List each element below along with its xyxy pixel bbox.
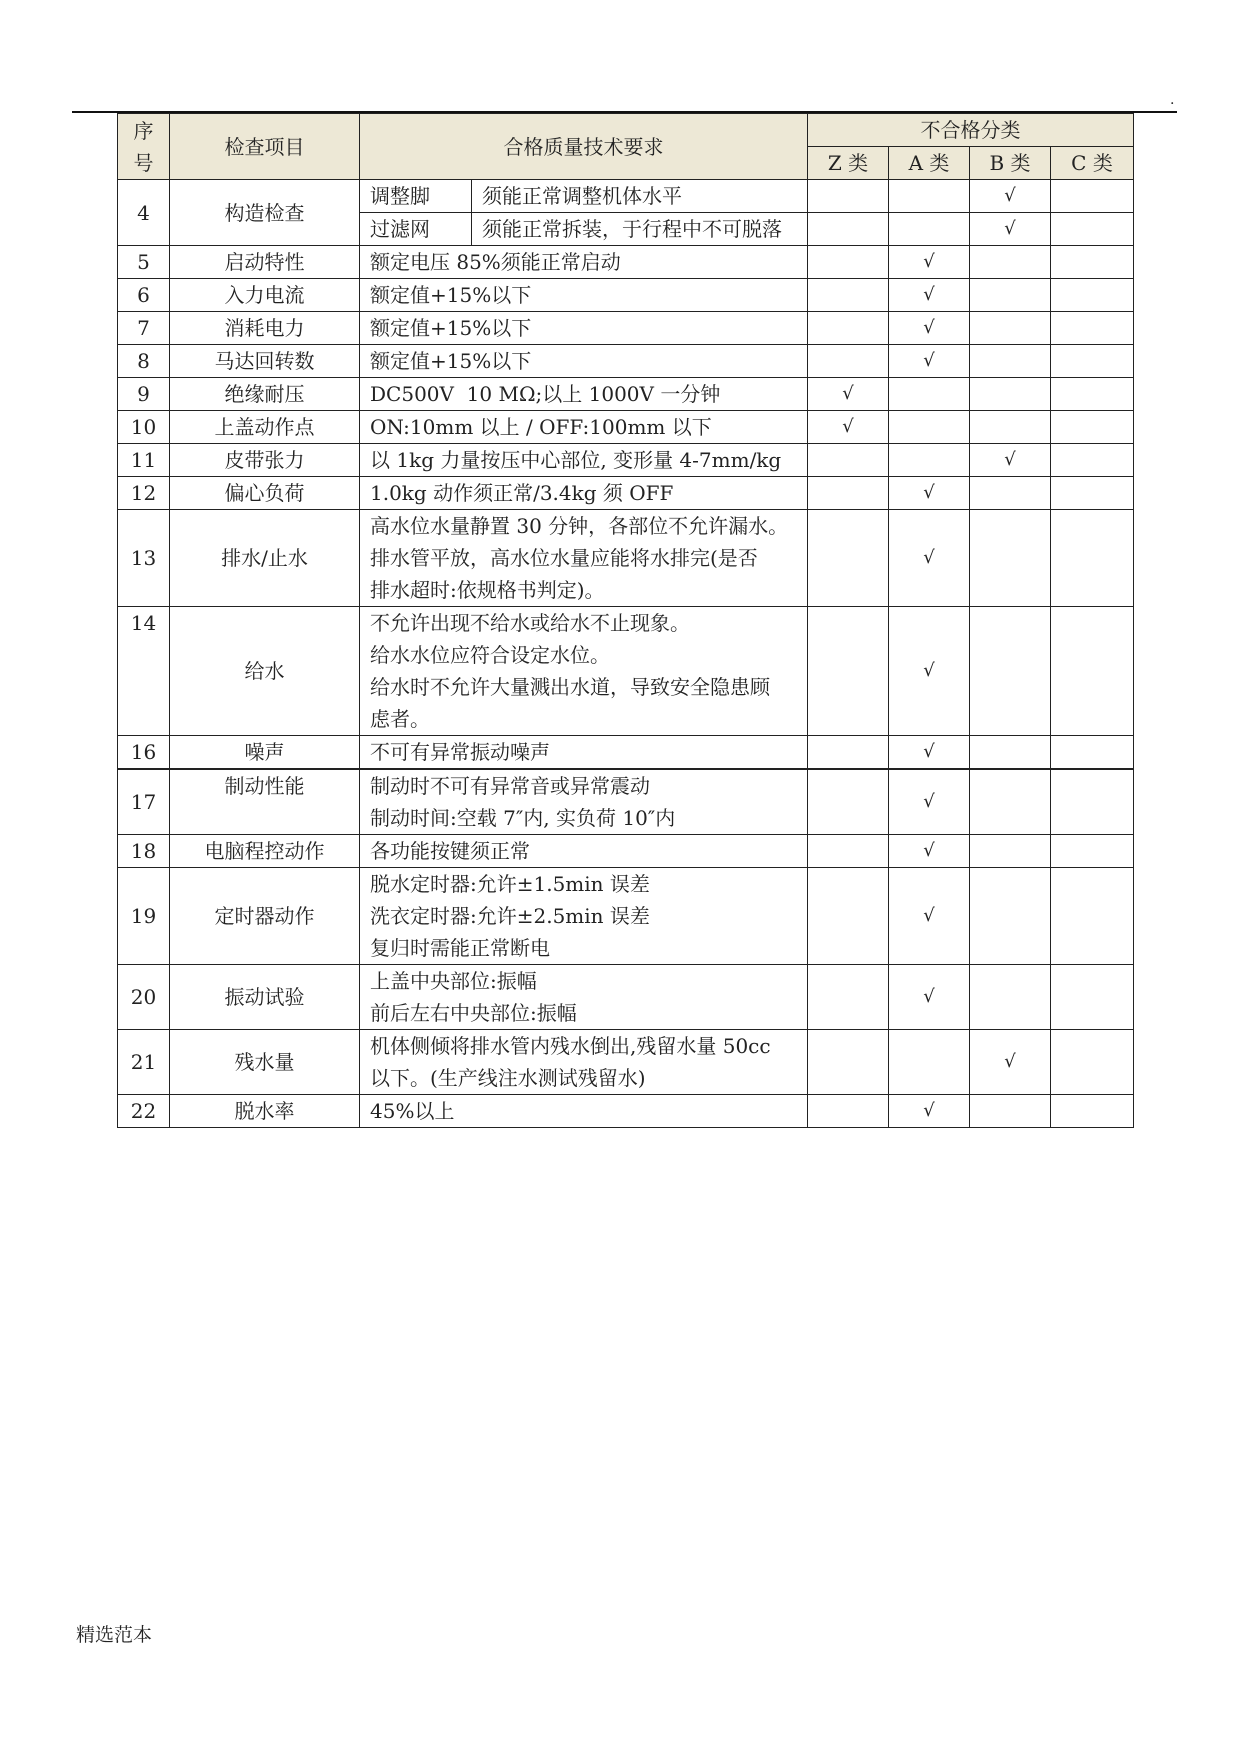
mark-b: [970, 411, 1051, 444]
mark-c: [1051, 345, 1134, 378]
table-row: [118, 477, 1134, 510]
requirement-line: 复归时需能正常断电: [370, 936, 550, 960]
mark-c: [1051, 835, 1134, 868]
row-requirement: 须能正常拆装，于行程中不可脱落: [472, 213, 808, 246]
mark-c: [1051, 868, 1134, 965]
row-requirement: 额定值+15%以下: [360, 279, 808, 312]
mark-c: [1051, 213, 1134, 246]
header-mark: .: [1170, 92, 1175, 108]
col-header-b: B 类: [970, 147, 1051, 180]
mark-c: [1051, 607, 1134, 736]
mark-c: [1051, 1030, 1134, 1095]
mark-b: [970, 835, 1051, 868]
row-seq: 4: [118, 180, 170, 246]
table-row: [118, 444, 1134, 477]
mark-b: [970, 312, 1051, 345]
row-requirement: [360, 769, 808, 835]
row-subitem: 过滤网: [360, 213, 472, 246]
row-requirement: 45%以上: [360, 1095, 808, 1128]
table-row: [118, 312, 1134, 345]
table-row: [118, 965, 1134, 1030]
footer-text: 精选范本: [76, 1624, 153, 1646]
mark-b: [970, 345, 1051, 378]
mark-b: [970, 1095, 1051, 1128]
mark-c: [1051, 965, 1134, 1030]
row-item: 定时器动作: [170, 868, 360, 965]
mark-z: [808, 312, 889, 345]
mark-b: [970, 246, 1051, 279]
mark-b: [970, 736, 1051, 770]
mark-z: √: [808, 411, 889, 444]
mark-a: √: [889, 279, 970, 312]
row-seq: 20: [118, 965, 170, 1030]
row-requirement: 额定值+15%以下: [360, 312, 808, 345]
row-requirement: ON:10mm 以上 / OFF:100mm 以下: [360, 411, 808, 444]
mark-b: [970, 510, 1051, 607]
row-item: 排水/止水: [170, 510, 360, 607]
mark-a: [889, 411, 970, 444]
mark-c: [1051, 180, 1134, 213]
mark-z: [808, 345, 889, 378]
row-seq: 11: [118, 444, 170, 477]
mark-b: [970, 965, 1051, 1030]
row-seq: 21: [118, 1030, 170, 1095]
header-row-1: [118, 114, 1134, 147]
table-row: [118, 868, 1134, 965]
row-seq: 13: [118, 510, 170, 607]
row-item: 噪声: [170, 736, 360, 770]
row-item: 振动试验: [170, 965, 360, 1030]
row-item: 给水: [170, 607, 360, 736]
mark-a: √: [889, 769, 970, 835]
mark-a: [889, 1030, 970, 1095]
requirement-line: 给水水位应符合设定水位。: [370, 643, 610, 667]
col-header-seq: 序号: [118, 114, 170, 180]
table-row: [118, 345, 1134, 378]
row-seq: 18: [118, 835, 170, 868]
row-seq: 7: [118, 312, 170, 345]
requirement-line: 脱水定时器:允许±1.5min 误差: [370, 872, 650, 896]
row-item: 制动性能: [170, 769, 360, 835]
row-seq: 5: [118, 246, 170, 279]
row-item: 皮带张力: [170, 444, 360, 477]
row-seq: 9: [118, 378, 170, 411]
row-requirement: [360, 607, 808, 736]
table-row: [118, 411, 1134, 444]
mark-z: [808, 246, 889, 279]
table-row: [118, 378, 1134, 411]
mark-a: [889, 180, 970, 213]
mark-z: √: [808, 378, 889, 411]
mark-a: [889, 444, 970, 477]
row-requirement: DC500V 10 MΩ;以上 1000V 一分钟: [360, 378, 808, 411]
table-row: [118, 736, 1134, 770]
row-item: 启动特性: [170, 246, 360, 279]
requirement-line: 制动时间:空载 7″内, 实负荷 10″内: [370, 806, 676, 830]
mark-z: [808, 607, 889, 736]
mark-a: √: [889, 835, 970, 868]
row-seq: 12: [118, 477, 170, 510]
mark-b: [970, 769, 1051, 835]
row-subitem: 调整脚: [360, 180, 472, 213]
row-seq: 14: [118, 607, 170, 736]
mark-a: √: [889, 345, 970, 378]
requirement-line: 高水位水量静置 30 分钟，各部位不允许漏水。: [370, 514, 789, 538]
row-requirement: [360, 965, 808, 1030]
row-requirement: 不可有异常振动噪声: [360, 736, 808, 770]
row-requirement: 额定值+15%以下: [360, 345, 808, 378]
row-item: 绝缘耐压: [170, 378, 360, 411]
mark-a: [889, 378, 970, 411]
mark-a: √: [889, 312, 970, 345]
mark-z: [808, 835, 889, 868]
mark-c: [1051, 378, 1134, 411]
row-requirement: 以 1kg 力量按压中心部位, 变形量 4-7mm/kg: [360, 444, 808, 477]
requirement-line: 机体侧倾将排水管内残水倒出,残留水量 50cc: [370, 1034, 771, 1058]
col-header-requirement: 合格质量技术要求: [360, 114, 808, 180]
row-item: 残水量: [170, 1030, 360, 1095]
mark-c: [1051, 510, 1134, 607]
row-requirement: 各功能按键须正常: [360, 835, 808, 868]
row-item: 偏心负荷: [170, 477, 360, 510]
row-item: 脱水率: [170, 1095, 360, 1128]
mark-b: √: [970, 213, 1051, 246]
requirement-line: 以下。(生产线注水测试残留水): [370, 1066, 646, 1090]
mark-c: [1051, 477, 1134, 510]
mark-b: [970, 868, 1051, 965]
mark-z: [808, 477, 889, 510]
mark-a: √: [889, 510, 970, 607]
requirement-line: 制动时不可有异常音或异常震动: [370, 774, 650, 798]
mark-z: [808, 279, 889, 312]
col-header-category: 不合格分类: [808, 114, 1134, 147]
table-row: [118, 1030, 1134, 1095]
inspection-table: [117, 113, 1134, 1128]
row-requirement: [360, 1030, 808, 1095]
mark-a: √: [889, 868, 970, 965]
mark-c: [1051, 444, 1134, 477]
mark-a: √: [889, 965, 970, 1030]
mark-a: √: [889, 246, 970, 279]
table-row: [118, 607, 1134, 736]
mark-c: [1051, 769, 1134, 835]
row-seq: 17: [118, 769, 170, 835]
table-row: [118, 246, 1134, 279]
mark-b: √: [970, 444, 1051, 477]
mark-c: [1051, 1095, 1134, 1128]
requirement-line: 不允许出现不给水或给水不止现象。: [370, 611, 690, 635]
mark-z: [808, 213, 889, 246]
mark-z: [808, 180, 889, 213]
row-requirement: 须能正常调整机体水平: [472, 180, 808, 213]
row-requirement: [360, 868, 808, 965]
row-requirement: [360, 510, 808, 607]
mark-b: [970, 477, 1051, 510]
row-item: 入力电流: [170, 279, 360, 312]
table-row: [118, 510, 1134, 607]
table-row: [118, 180, 1134, 213]
row-requirement: 额定电压 85%须能正常启动: [360, 246, 808, 279]
requirement-line: 前后左右中央部位:振幅: [370, 1001, 577, 1025]
row-seq: 6: [118, 279, 170, 312]
row-seq: 10: [118, 411, 170, 444]
mark-c: [1051, 246, 1134, 279]
mark-z: [808, 1095, 889, 1128]
mark-z: [808, 769, 889, 835]
mark-a: [889, 213, 970, 246]
row-item: 马达回转数: [170, 345, 360, 378]
mark-b: [970, 607, 1051, 736]
mark-c: [1051, 279, 1134, 312]
table-row: [118, 769, 1134, 835]
row-seq: 22: [118, 1095, 170, 1128]
table-row: [118, 835, 1134, 868]
mark-z: [808, 965, 889, 1030]
requirement-line: 洗衣定时器:允许±2.5min 误差: [370, 904, 650, 928]
mark-b: [970, 279, 1051, 312]
mark-b: √: [970, 1030, 1051, 1095]
requirement-line: 排水管平放，高水位水量应能将水排完(是否: [370, 546, 758, 570]
mark-a: √: [889, 1095, 970, 1128]
col-header-a: A 类: [889, 147, 970, 180]
requirement-line: 排水超时:依规格书判定)。: [370, 578, 605, 602]
mark-c: [1051, 736, 1134, 770]
mark-z: [808, 868, 889, 965]
row-seq: 8: [118, 345, 170, 378]
row-item: 构造检查: [170, 180, 360, 246]
mark-a: √: [889, 607, 970, 736]
mark-z: [808, 444, 889, 477]
row-seq: 16: [118, 736, 170, 770]
mark-z: [808, 1030, 889, 1095]
requirement-line: 虑者。: [370, 707, 430, 731]
col-header-c: C 类: [1051, 147, 1134, 180]
mark-a: √: [889, 477, 970, 510]
requirement-line: 上盖中央部位:振幅: [370, 969, 537, 993]
mark-b: [970, 378, 1051, 411]
row-item: 电脑程控动作: [170, 835, 360, 868]
col-header-z: Z 类: [808, 147, 889, 180]
mark-b: √: [970, 180, 1051, 213]
requirement-line: 给水时不允许大量溅出水道，导致安全隐患顾: [370, 675, 770, 699]
row-item: 消耗电力: [170, 312, 360, 345]
table-row: [118, 1095, 1134, 1128]
table-row: [118, 279, 1134, 312]
mark-z: [808, 510, 889, 607]
mark-c: [1051, 312, 1134, 345]
row-seq: 19: [118, 868, 170, 965]
mark-a: √: [889, 736, 970, 770]
mark-c: [1051, 411, 1134, 444]
row-requirement: 1.0kg 动作须正常/3.4kg 须 OFF: [360, 477, 808, 510]
mark-z: [808, 736, 889, 770]
row-item: 上盖动作点: [170, 411, 360, 444]
col-header-item: 检查项目: [170, 114, 360, 180]
